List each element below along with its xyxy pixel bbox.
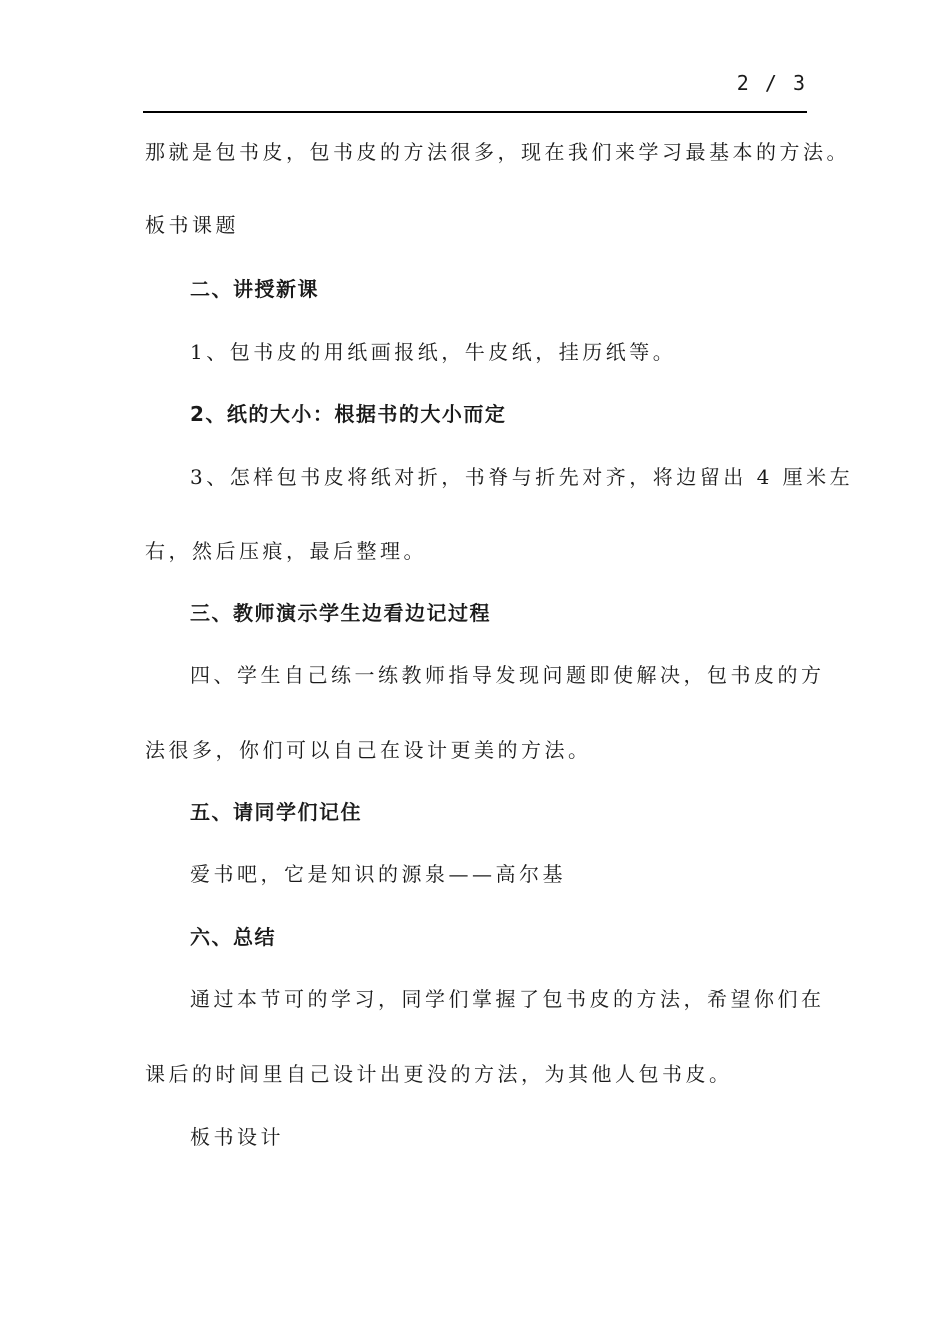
section-heading-5: 五、请同学们记住 [190, 800, 362, 824]
text-line-4: 1、包书皮的用纸画报纸，牛皮纸，挂历纸等。 [190, 340, 677, 364]
header-rule [143, 111, 807, 113]
section-heading-6: 六、总结 [190, 925, 276, 949]
section-heading-3: 三、教师演示学生边看边记过程 [190, 601, 491, 625]
section-subheading-paper-size: 2、纸的大小：根据书的大小而定 [190, 402, 507, 426]
text-line-15: 课后的时间里自己设计出更没的方法，为其他人包书皮。 [145, 1062, 733, 1086]
page-number: 2 / 3 [736, 71, 807, 95]
text-line-9: 四、学生自己练一练教师指导发现问题即使解决，包书皮的方 [190, 663, 825, 687]
text-line-12: 爱书吧，它是知识的源泉——高尔基 [190, 862, 566, 886]
text-line-14: 通过本节可的学习，同学们掌握了包书皮的方法，希望你们在 [190, 987, 825, 1011]
text-line-6: 3、怎样包书皮将纸对折，书脊与折先对齐，将边留出 4 厘米左 [190, 465, 854, 489]
text-line-2: 板书课题 [145, 213, 239, 237]
section-heading-2: 二、讲授新课 [190, 277, 319, 301]
text-line-7: 右，然后压痕，最后整理。 [145, 539, 427, 563]
text-line-16: 板书设计 [190, 1125, 284, 1149]
text-line-1: 那就是包书皮，包书皮的方法很多，现在我们来学习最基本的方法。 [145, 140, 850, 164]
text-line-10: 法很多，你们可以自己在设计更美的方法。 [145, 738, 592, 762]
